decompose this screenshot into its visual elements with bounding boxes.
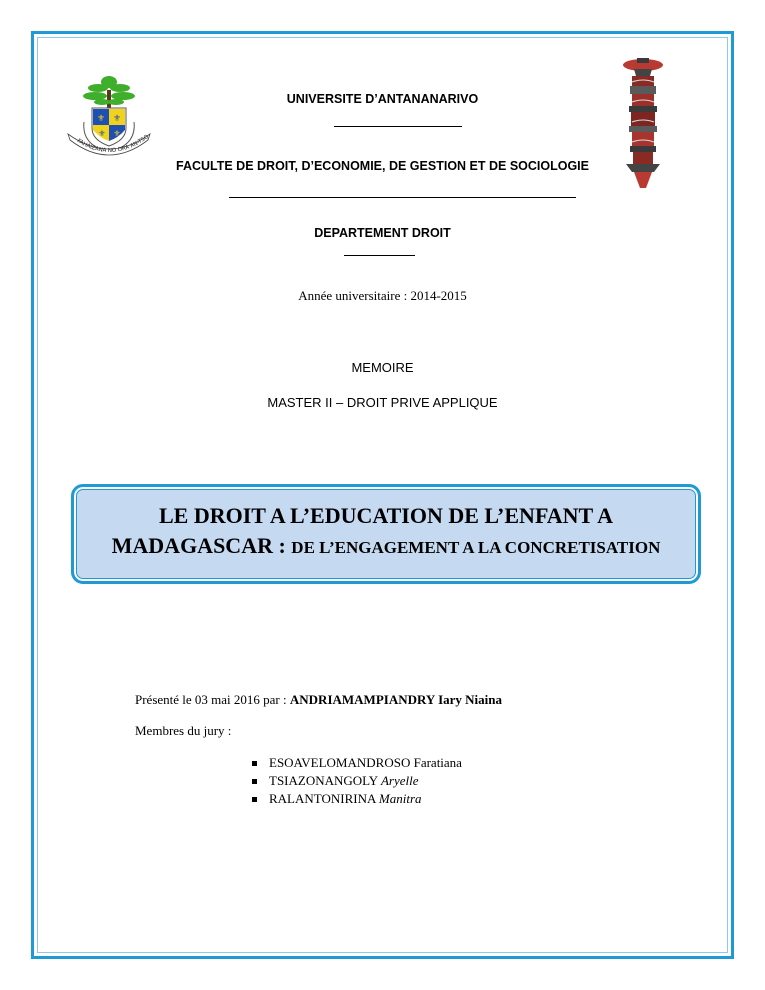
academic-year: Année universitaire : 2014-2015: [298, 288, 467, 303]
jury-member-surname: TSIAZONANGOLY: [269, 773, 378, 788]
department-name: DEPARTEMENT DROIT: [314, 226, 451, 240]
thesis-title: [74, 501, 698, 564]
jury-member-surname: RALANTONIRINA: [269, 791, 376, 806]
jury-member-given-name: Aryelle: [380, 773, 419, 788]
separator-rule: [344, 255, 415, 256]
memoire-type: MEMOIRE: [351, 360, 414, 375]
program-name: MASTER II – DROIT PRIVE APPLIQUE: [267, 395, 498, 410]
jury-label: Membres du jury :: [135, 723, 232, 738]
bullet-icon: [252, 797, 257, 802]
svg-text:⚜: ⚜: [113, 129, 121, 138]
svg-text:⚜: ⚜: [98, 129, 106, 138]
author-name: ANDRIAMAMPIANDRY Iary Niaina: [289, 692, 502, 707]
bullet-icon: [252, 779, 257, 784]
svg-text:⚜: ⚜: [112, 114, 122, 124]
thesis-title-line1: LE DROIT A L’EDUCATION DE L’ENFANT A: [159, 503, 613, 528]
thesis-title-box: [71, 484, 701, 584]
thesis-subtitle: DE L’ENGAGEMENT A LA CONCRETISATION: [291, 538, 661, 557]
jury-member: [252, 772, 462, 790]
faculty-name: FACULTE DE DROIT, D’ECONOMIE, DE GESTION ET DE SOCIOLOGIE: [176, 159, 589, 173]
presentation-label: Présenté le 03 mai 2016 par :: [135, 692, 290, 707]
presentation-line: [135, 692, 502, 708]
svg-text:⚜: ⚜: [96, 114, 106, 124]
jury-member-given-name: Manitra: [378, 791, 422, 806]
jury-member: [252, 790, 462, 808]
thesis-title-line2-main: MADAGASCAR :: [111, 533, 292, 558]
bullet-icon: [252, 761, 257, 766]
university-seal-logo: [62, 68, 156, 162]
seal-motto: FAHAIZANA NO ORA AN-TSO: [75, 134, 150, 155]
jury-member: [252, 754, 462, 772]
jury-member-surname: ESOAVELOMANDROSO: [269, 755, 411, 770]
jury-list: [252, 754, 462, 808]
university-name: UNIVERSITE D’ANTANANARIVO: [286, 92, 479, 106]
separator-rule: [229, 197, 576, 198]
jury-member-given-name: Faratiana: [413, 755, 462, 770]
separator-rule: [334, 126, 462, 127]
